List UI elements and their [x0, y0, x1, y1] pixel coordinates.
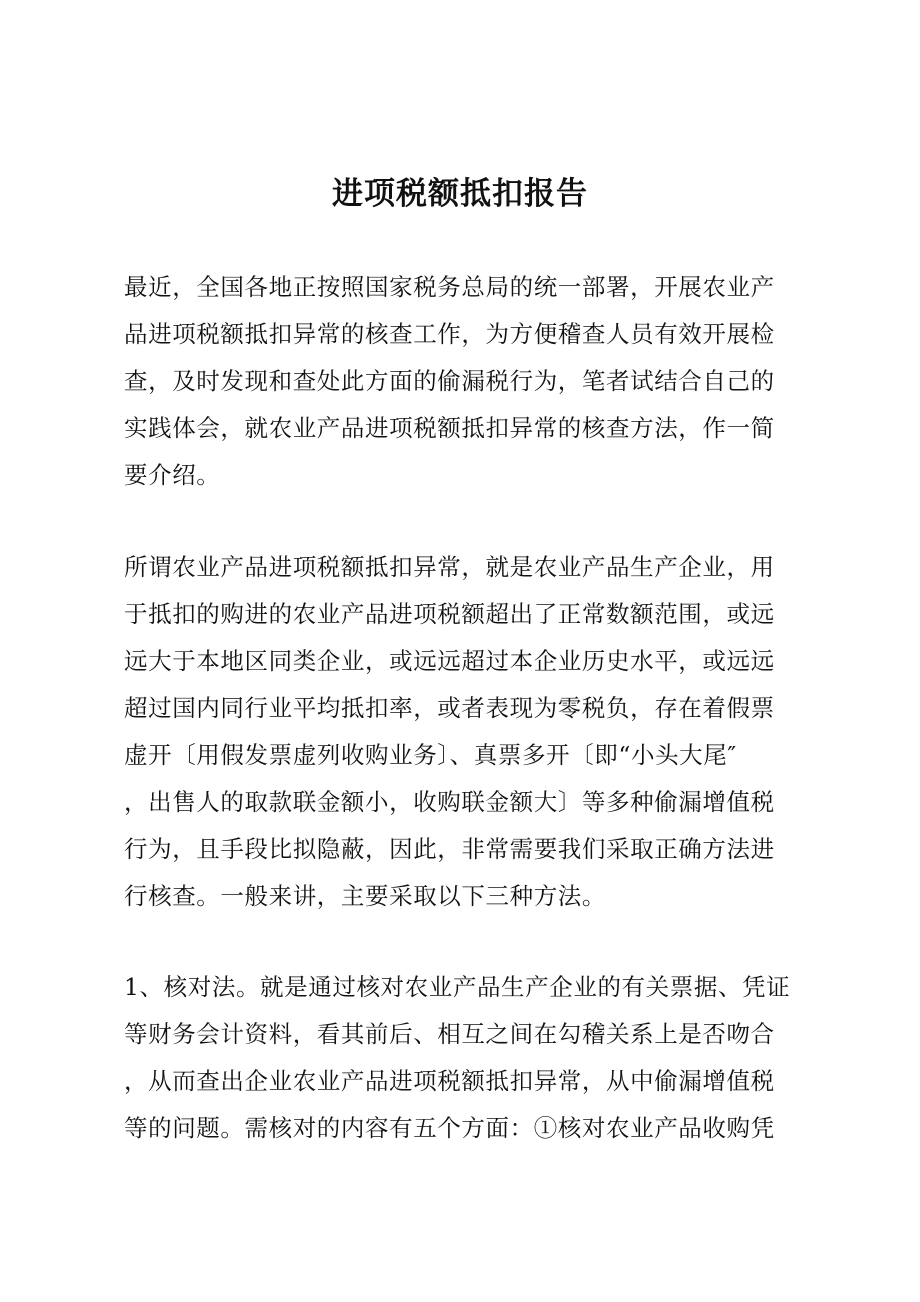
- paragraph-2-line-5: 虚开〔用假发票虚列收购业务〕、真票多开〔即“小头大尾″: [124, 741, 737, 769]
- paragraph-3-line-1: 1、核对法。就是通过核对农业产品生产企业的有关票据、凭证: [124, 973, 791, 1001]
- paragraph-1-line-1: 最近，全国各地正按照国家税务总局的统一部署，开展农业产: [124, 273, 775, 301]
- paragraph-2-line-2: 于抵扣的购进的农业产品进项税额超出了正常数额范围，或远: [124, 600, 775, 628]
- paragraph-3-line-3: ，从而查出企业农业产品进项税额抵扣异常，从中偷漏增值税: [124, 1067, 775, 1095]
- paragraph-1-line-5: 要介绍。: [124, 461, 221, 489]
- paragraph-1-line-2: 品进项税额抵扣异常的核查工作，为方便稽查人员有效开展检: [124, 320, 775, 348]
- paragraph-3-line-4: 等的问题。需核对的内容有五个方面：①核对农业产品收购凭: [124, 1114, 775, 1142]
- paragraph-2-line-3: 远大于本地区同类企业，或远远超过本企业历史水平，或远远: [124, 647, 775, 675]
- paragraph-1-line-3: 查，及时发现和查处此方面的偷漏税行为，笔者试结合自己的: [124, 367, 775, 395]
- paragraph-3-line-2: 等财务会计资料，看其前后、相互之间在勾稽关系上是否吻合: [124, 1020, 775, 1048]
- paragraph-2-line-4: 超过国内同行业平均抵扣率，或者表现为零税负，存在着假票: [124, 694, 775, 722]
- paragraph-2-line-7: 行为，且手段比拟隐蔽，因此，非常需要我们采取正确方法进: [124, 835, 775, 863]
- document-title: 进项税额抵扣报告: [332, 176, 588, 212]
- paragraph-2-line-8: 行核查。一般来讲，主要采取以下三种方法。: [124, 882, 606, 910]
- paragraph-2-line-6: ，出售人的取款联金额小，收购联金额大〕等多种偷漏增值税: [124, 788, 775, 816]
- paragraph-1-line-4: 实践体会，就农业产品进项税额抵扣异常的核查方法，作一简: [124, 414, 775, 442]
- paragraph-2-line-1: 所谓农业产品进项税额抵扣异常，就是农业产品生产企业，用: [124, 553, 775, 581]
